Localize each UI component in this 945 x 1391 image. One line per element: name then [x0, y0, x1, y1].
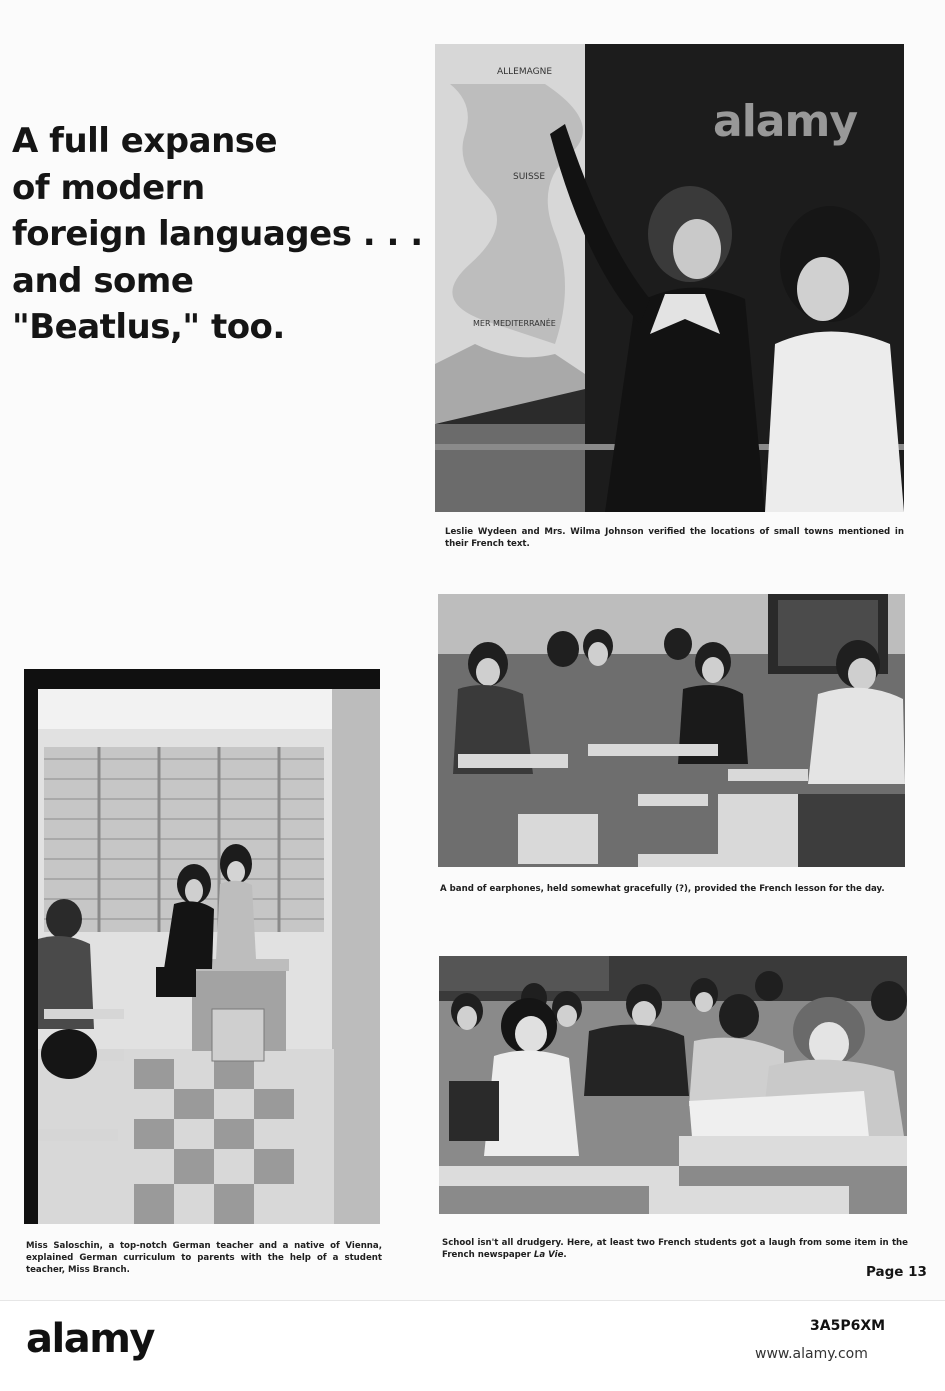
map-label: MER MEDITERRANÉE [473, 319, 556, 328]
image-id: 3A5P6XM [810, 1318, 886, 1334]
headline-line: A full expanse [12, 121, 278, 161]
headline-line: foreign languages . . . [12, 214, 423, 254]
map-photo-caption: Leslie Wydeen and Mrs. Wilma Johnson verified the locations of small towns mentioned in their French text. [445, 527, 904, 549]
caption-text: School isn't all drudgery. Here, at least two French students got a laugh from some item in the French newspaper [442, 1238, 908, 1260]
earphones-photo-caption: A band of earphones, held somewhat gracefully (?), provided the French lesson for the day. [440, 884, 885, 894]
headline-line: "Beatlus," too. [12, 307, 285, 347]
page-number: Page 13 [866, 1264, 927, 1280]
map-photo [435, 44, 904, 512]
newspaper-photo-caption [442, 1237, 908, 1261]
newspaper-title: La Vie [533, 1250, 564, 1260]
map-label: ALLEMAGNE [497, 67, 553, 77]
alamy-logo: alamy [26, 1316, 154, 1362]
watermark-text: alamy [713, 96, 857, 147]
footer-url: www.alamy.com [755, 1346, 868, 1362]
page-headline [12, 118, 422, 351]
german-class-photo [24, 669, 380, 1224]
earphones-photo [438, 594, 905, 867]
headline-line: of modern [12, 167, 205, 208]
newspaper-class-photo [439, 956, 907, 1214]
caption-text: . [563, 1250, 567, 1260]
map-label: SUISSE [513, 172, 546, 182]
german-photo-caption: Miss Saloschin, a top-notch German teacher and a native of Vienna, explained German curriculum to parents with the help of a student teacher, Miss Branch. [26, 1241, 382, 1275]
headline-line: and some [12, 260, 194, 301]
